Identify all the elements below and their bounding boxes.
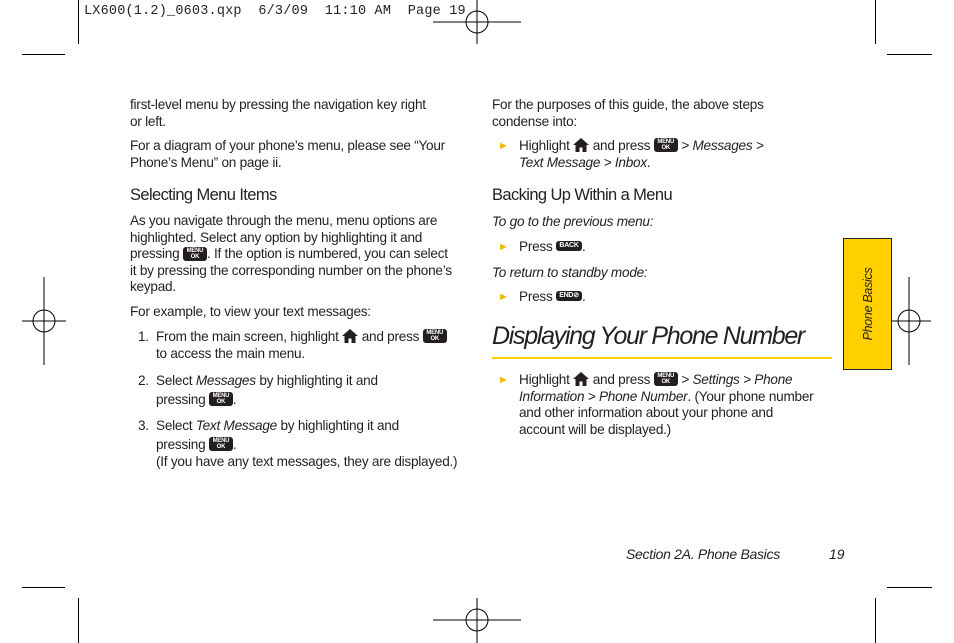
menu-path: > Messages > [681,138,764,153]
step-2 [156,373,476,408]
bullet-messages [519,138,839,171]
text-span: Press [519,239,553,254]
footer-section: Section 2A. Phone Basics [626,546,780,562]
paragraph-diagram [130,138,445,171]
text-line [519,138,839,155]
text-span: Select [156,418,193,433]
bullet-phone-number [519,372,839,438]
text-span: Press [519,289,553,304]
text-line [130,246,475,263]
page-number: 19 [829,546,845,562]
text-span: by highlighting it and [259,373,378,388]
step-number: 3. [138,418,149,433]
bullet-icon: ► [498,140,509,152]
paragraph-condense [492,97,764,130]
section-heading: Selecting Menu Items [130,186,277,204]
text-span: . [232,436,237,452]
title-rule [492,357,832,359]
text-line: first-level menu by pressing the navigation key right [130,97,426,112]
text-span: Highlight [519,372,570,387]
subheading-standby: To return to standby mode: [492,265,648,280]
step-1 [156,329,476,362]
menu-path: Text Message > Inbox [519,154,647,170]
text-span: Highlight [519,138,570,153]
text-line [519,389,839,406]
bullet-back [519,239,586,256]
text-span: and press [592,138,651,153]
bullet-end [519,289,586,306]
text-line: and other information about your phone and [519,405,774,421]
text-span: . [232,391,237,407]
page-title: Displaying Your Phone Number [492,322,804,350]
home-icon [342,329,358,343]
menu-name: Text Message [195,418,277,433]
text-line: For the purposes of this guide, the above steps [492,97,764,112]
text-line: to access the main menu. [156,345,305,361]
text-span: . [582,239,586,254]
home-icon [573,138,589,152]
step-number: 2. [138,373,149,388]
text-line [156,418,476,435]
menu-name: Messages [195,373,256,388]
menu-ok-key-icon: MENU OK [183,247,207,261]
section-tab [843,238,892,370]
text-line: or left. [130,113,166,129]
text-span: and press [361,329,420,344]
bullet-icon: ► [498,291,509,303]
text-span: . [582,289,586,304]
back-key-icon: BACK [556,241,582,251]
text-line [156,373,476,390]
step-number: 1. [138,329,149,344]
text-span: . [646,154,651,170]
text-line [156,392,476,409]
text-line: Phone’s Menu” on page ii. [130,154,282,170]
paragraph-intro [130,97,426,130]
text-line: condense into: [492,113,577,129]
menu-ok-key-icon: MENU OK [654,138,678,152]
text-line: keypad. [130,279,176,295]
step-3 [156,418,476,471]
text-span: From the main screen, highlight [156,329,339,344]
text-span: Select [156,373,193,388]
text-line: (If you have any text messages, they are displayed.) [156,454,458,470]
menu-path: Information > Phone Number [519,388,688,404]
bullet-icon: ► [498,241,509,253]
text-line [156,329,476,346]
text-span: pressing [156,436,206,452]
text-line [519,372,839,389]
text-span: . (Your phone number [687,388,814,404]
menu-path: > Settings > Phone [681,372,793,387]
text-line: account will be displayed.) [519,421,671,437]
text-line: it by pressing the corresponding number on the phone’s [130,262,452,278]
menu-ok-key-icon: MENU OK [654,372,678,386]
text-line: highlighted. Select any option by highlighting it and [130,229,423,245]
text-line: For a diagram of your phone’s menu, please see “Your [130,138,445,153]
text-span: . If the option is numbered, you can select [206,246,448,262]
home-icon [573,372,589,386]
menu-ok-key-icon: MENU OK [209,437,233,451]
subheading-previous-menu: To go to the previous menu: [492,214,654,229]
text-span: and press [592,372,651,387]
text-span: by highlighting it and [280,418,399,433]
text-line [519,155,839,172]
bullet-icon: ► [498,374,509,386]
end-key-icon: END⊘ [556,291,582,301]
paragraph-example: For example, to view your text messages: [130,304,371,319]
text-span: pressing [156,391,206,407]
section-tab-label: Phone Basics [860,267,875,341]
menu-ok-key-icon: MENU OK [423,329,447,343]
text-span: pressing [130,246,180,262]
text-line [156,437,476,454]
paragraph-navigation [130,213,475,296]
section-heading: Backing Up Within a Menu [492,186,673,204]
menu-ok-key-icon: MENU OK [209,392,233,406]
print-slug: LX600(1.2)_0603.qxp 6/3/09 11:10 AM Page 19 [84,4,466,19]
text-line: As you navigate through the menu, menu options are [130,213,438,228]
